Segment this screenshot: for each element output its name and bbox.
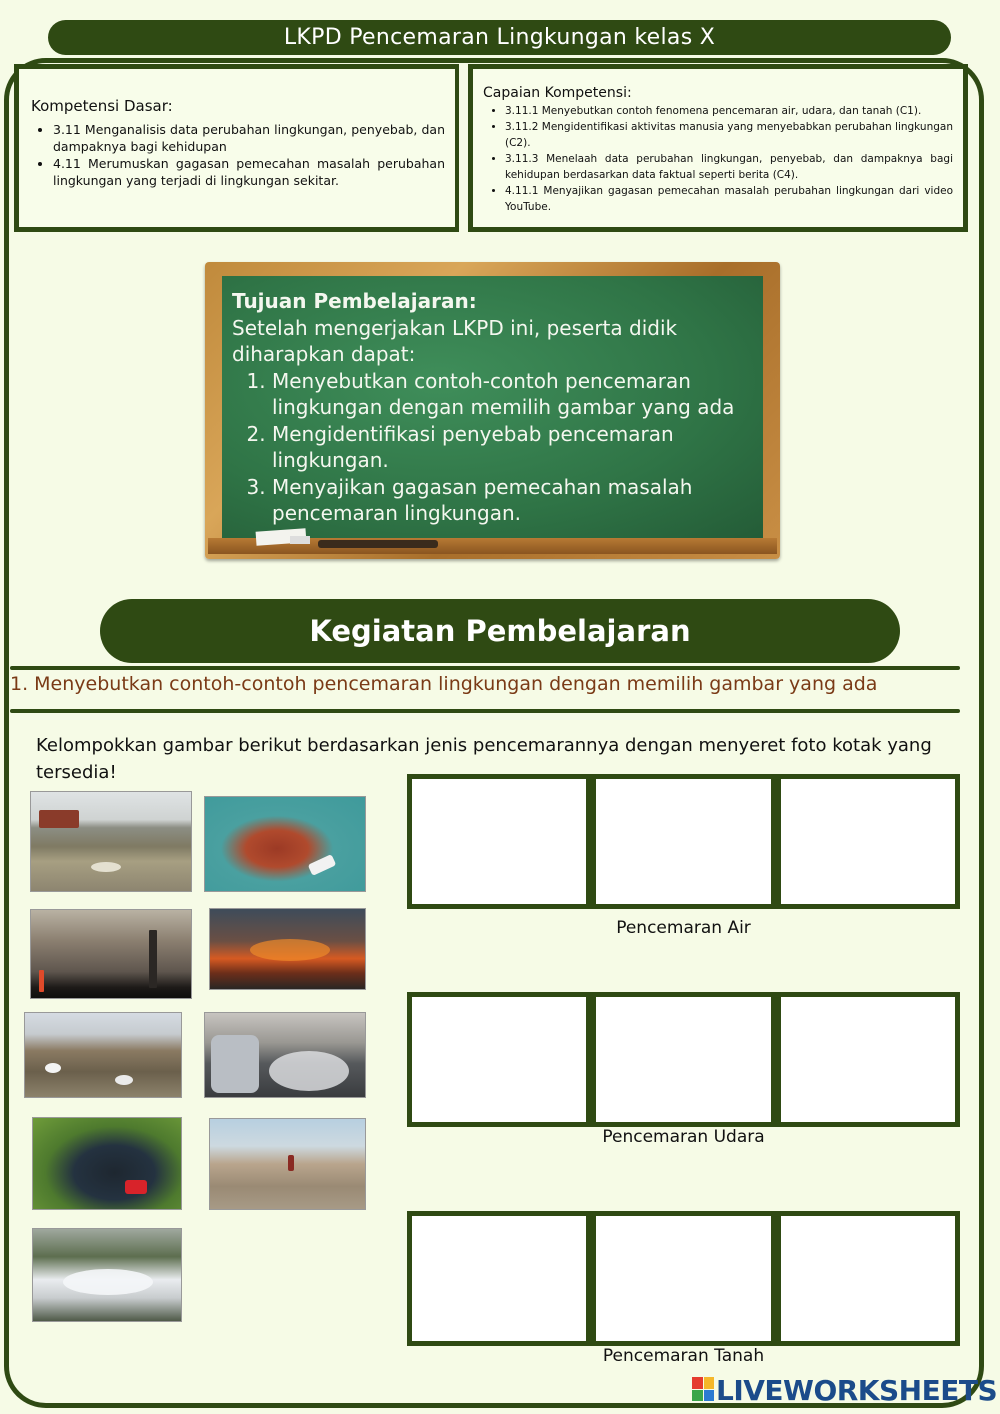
task-title: 1. Menyebutkan contoh-contoh pencemaran lingkungan dengan memilih gambar yang ada <box>10 673 878 695</box>
divider <box>10 666 960 670</box>
capaian-kompetensi-list <box>483 103 953 215</box>
drop-slot[interactable] <box>412 779 586 904</box>
drop-slot[interactable] <box>771 1216 955 1341</box>
box-gap <box>459 64 468 232</box>
drop-slot[interactable] <box>771 779 955 904</box>
page-title: LKPD Pencemaran Lingkungan kelas X <box>48 20 951 55</box>
list-item: • 3.11.1 Menyebutkan contoh fenomena pencemaran air, udara, dan tanah (C1). <box>505 103 953 119</box>
car-exhaust-photo[interactable] <box>204 1012 366 1098</box>
list-item: 1. Menyebutkan contoh-contoh pencemaran lingkungan dengan memilih gambar yang ada <box>272 368 752 421</box>
drop-slot[interactable] <box>586 1216 770 1341</box>
drop-zone-udara[interactable] <box>407 992 960 1127</box>
list-item: • 4.11.1 Menyajikan gagasan pemecahan masalah perubahan lingkungan dari video YouTube. <box>505 183 953 215</box>
task-instruction: Kelompokkan gambar berikut berdasarkan jenis pencemarannya dengan menyeret foto kotak yang tersedia! <box>36 735 932 783</box>
list-item: 2. Mengidentifikasi penyebab pencemaran lingkungan. <box>272 421 752 474</box>
liveworksheets-logo-icon <box>692 1377 714 1401</box>
list-item: • 4.11 Merumuskan gagasan pemecahan masalah perubahan lingkungan yang terjadi di lingkungan sekitar. <box>53 155 445 189</box>
polluted-pond-photo[interactable] <box>32 1117 182 1210</box>
section-title: Kegiatan Pembelajaran <box>100 599 900 663</box>
tujuan-intro: Setelah mengerjakan LKPD ini, peserta didik diharapkan dapat: <box>232 315 678 366</box>
drop-slot[interactable] <box>586 997 770 1122</box>
list-item: 3. Menyajikan gagasan pemecahan masalah pencemaran lingkungan. <box>272 474 752 527</box>
list-item: • 3.11 Menganalisis data perubahan lingkungan, penyebab, dan dampaknya bagi kehidupan <box>53 121 445 155</box>
drop-zone-tanah[interactable] <box>407 1211 960 1346</box>
tujuan-heading: Tujuan Pembelajaran: <box>232 289 477 313</box>
oil-spill-photo[interactable] <box>204 796 366 892</box>
kompetensi-dasar-box <box>14 64 460 232</box>
landfill-photo[interactable] <box>209 1118 366 1210</box>
capaian-kompetensi-box <box>468 64 968 232</box>
watermark: LIVEWORKSHEETS <box>716 1374 998 1407</box>
tujuan-pembelajaran <box>232 288 752 527</box>
divider <box>10 709 960 713</box>
kompetensi-dasar-list <box>31 121 445 189</box>
chalk-icon <box>290 536 310 544</box>
kompetensi-dasar-heading: Kompetensi Dasar: <box>31 97 173 115</box>
drop-zone-label: Pencemaran Tanah <box>602 1346 765 1366</box>
list-item: • 3.11.2 Mengidentifikasi aktivitas manusia yang menyebabkan perubahan lingkungan (C2). <box>505 119 953 151</box>
factory-smoke-photo[interactable] <box>30 909 192 999</box>
river-garbage-photo[interactable] <box>30 791 192 892</box>
drop-slot[interactable] <box>771 997 955 1122</box>
drop-slot[interactable] <box>412 997 586 1122</box>
list-item: • 3.11.3 Menelaah data perubahan lingkungan, penyebab, dan dampaknya bagi kehidupan berdasarkan data faktual seperti berita (C4). <box>505 151 953 183</box>
foamy-river-photo[interactable] <box>32 1228 182 1322</box>
drop-zone-label: Pencemaran Air <box>616 918 751 938</box>
drop-slot[interactable] <box>586 779 770 904</box>
forest-fire-photo[interactable] <box>209 908 366 990</box>
drop-zone-air[interactable] <box>407 774 960 909</box>
eraser-icon <box>318 540 438 548</box>
drop-slot[interactable] <box>412 1216 586 1341</box>
tujuan-list <box>232 368 752 527</box>
capaian-kompetensi-heading: Capaian Kompetensi: <box>483 85 632 101</box>
drop-zone-label: Pencemaran Udara <box>602 1127 765 1147</box>
dump-field-photo[interactable] <box>24 1012 182 1098</box>
